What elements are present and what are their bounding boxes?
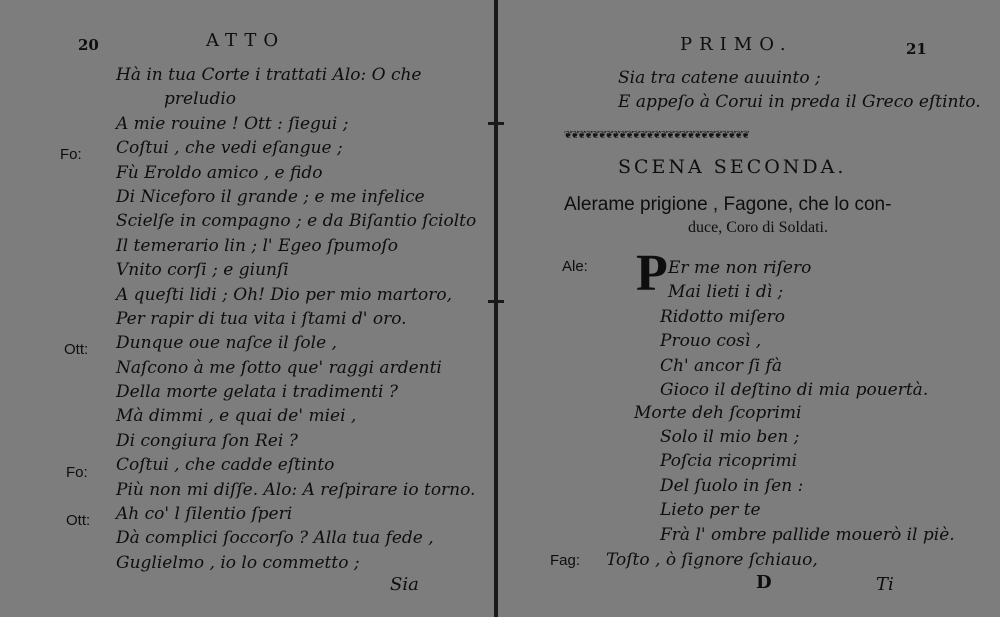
left-catchword: Sia [390, 574, 419, 595]
verse-line: Er me non riſero [668, 258, 812, 278]
verse-line: Per rapir di tua vita i ſtami d' oro. [116, 308, 407, 329]
verse-line: Naſcono à me ſotto que' raggi ardenti [116, 357, 442, 378]
book-gutter [494, 0, 498, 617]
drop-cap: P [636, 245, 668, 302]
verse-line: Dà complici ſoccorſo ? Alla tua fede , [116, 528, 434, 549]
right-verse-block-3 [634, 401, 801, 425]
gutter-mark [488, 300, 504, 303]
verse-line: Dunque oue naſce il ſole , [116, 333, 337, 354]
signature-mark: D [756, 572, 772, 593]
verse-line: Ah co' l ſilentio ſperi [116, 504, 293, 525]
verse-line: A mie rouine ! Ott : ſiegui ; [116, 113, 349, 134]
verse-line: Prouo così , [660, 331, 762, 352]
verse-line: Del ſuolo in ſen : [660, 475, 804, 496]
verse-line: Morte deh ſcoprimi [634, 403, 802, 423]
speaker-ale: Ale: [562, 258, 588, 275]
verse-line: Della morte gelata i tradimenti ? [116, 382, 398, 403]
verse-line: Lieto per te [660, 500, 761, 521]
left-page-number: 20 [78, 36, 99, 54]
verse-line: Sia tra catene auuinto ; [618, 68, 821, 88]
right-catchword: Ti [876, 574, 894, 595]
speaker-fo-1: Fo: [60, 146, 82, 163]
verse-line: Di congiura ſon Rei ? [116, 430, 298, 451]
verse-line: Fù Eroldo amico , e fido [116, 162, 323, 183]
speaker-fag: Fag: [550, 552, 581, 569]
right-verse-block-2 [660, 305, 928, 403]
verse-line: Ridotto miſero [660, 307, 785, 327]
right-verse-block-4 [660, 425, 955, 547]
verse-line: Il temerario lin ; l' Egeo ſpumoſo [116, 235, 398, 256]
ornament-rule: ❦❦❦❦❦❦❦❦❦❦❦❦❦❦❦❦❦❦❦❦❦❦❦❦❦❦❦ [564, 127, 749, 142]
verse-line: A queſti lidi ; Oh! Dio per mio martoro, [116, 284, 452, 305]
verse-line: Scielſe in compagno ; e da Biſantio ſciolto [116, 211, 477, 232]
right-page-number: 21 [906, 40, 927, 58]
verse-line: Guglielmo , io lo commetto ; [116, 552, 360, 573]
verse-line: Ch' ancor ſi fà [660, 355, 782, 376]
speaker-fo-2: Fo: [66, 464, 88, 481]
verse-line: Coſtui , che cadde eſtinto [116, 455, 335, 476]
left-verse-block [116, 63, 476, 575]
verse-line: Gioco il deſtino di mia pouertà. [660, 380, 929, 401]
gutter-mark [488, 122, 504, 125]
right-running-head: PRIMO. [680, 34, 793, 55]
verse-line: Mai lieti i dì ; [668, 282, 784, 303]
verse-line: Frà l' ombre pallide mouerò il piè. [660, 524, 955, 545]
cast-list-line-2: duce, Coro di Soldati. [688, 219, 828, 236]
verse-line: Mà dimmi , e quai de' miei , [116, 406, 357, 427]
scene-title: SCENA SECONDA. [618, 156, 847, 178]
verse-line: Di Niceforo il grande ; e me infelice [116, 186, 425, 207]
verse-line: Più non mi diſſe. Alo: A reſpirare io torno. [116, 479, 476, 500]
right-page [508, 0, 1000, 617]
left-page [0, 0, 490, 617]
right-top-verse [618, 66, 981, 115]
verse-line: Poſcia ricoprimi [660, 451, 798, 472]
verse-line: Vnito corſi ; e giunſi [116, 260, 289, 281]
fag-line: Toſto , ò ſignore ſchiauo, [606, 550, 818, 570]
speaker-ott-1: Ott: [64, 341, 89, 358]
right-verse-block [668, 256, 811, 305]
verse-line: Hà in tua Corte i trattati Alo: O che [116, 65, 422, 85]
verse-line: preludio [164, 89, 237, 110]
verse-line: Coſtui , che vedi eſangue ; [116, 138, 343, 159]
speaker-ott-2: Ott: [66, 512, 91, 529]
cast-list-line-1: Alerame prigione , Fagone, che lo con- [564, 194, 892, 215]
verse-line: Solo il mio ben ; [660, 427, 800, 447]
verse-line: E appeſo à Corui in preda il Greco eſtinto. [618, 92, 981, 113]
left-running-head: ATTO [206, 30, 286, 51]
